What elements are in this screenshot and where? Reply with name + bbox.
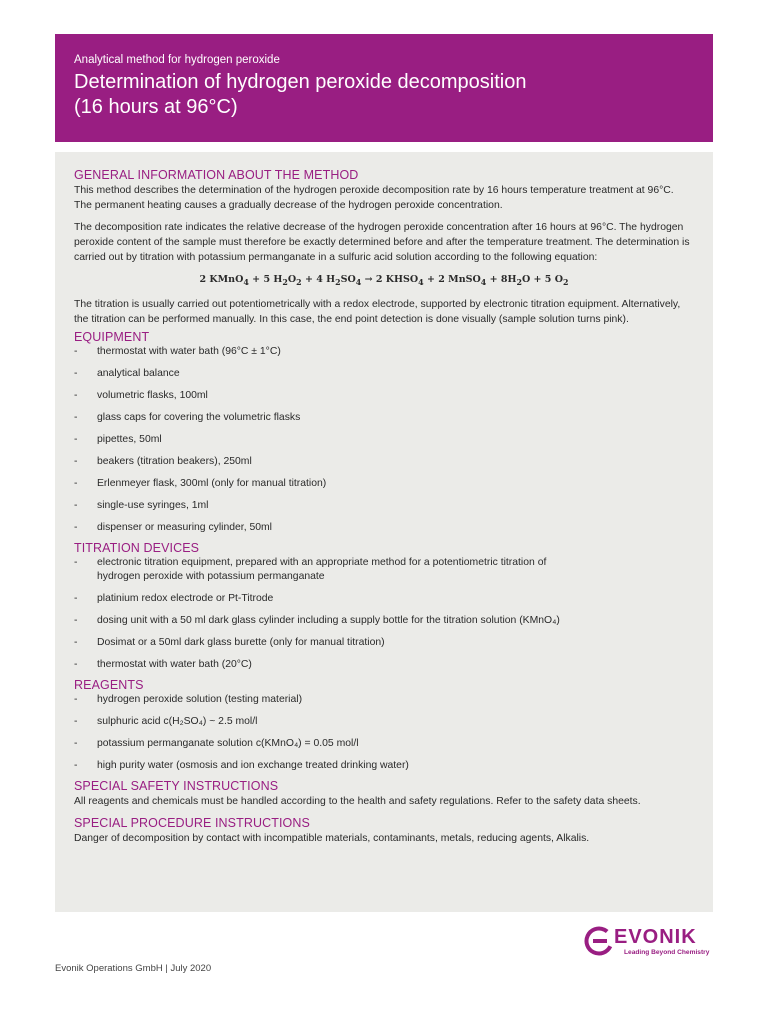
eq-part: → 2 KHSO <box>361 274 419 285</box>
title-line-2: (16 hours at 96°C) <box>74 96 238 118</box>
list-item-text: volumetric flasks, 100ml <box>97 389 208 401</box>
bullet-dash: - <box>74 737 78 749</box>
eq-part: O + 5 O <box>521 274 563 285</box>
titration-list <box>74 556 694 672</box>
list-item-text: hydrogen peroxide with potassium permanganate <box>97 570 325 582</box>
bullet-dash: - <box>74 345 78 357</box>
footer-text: Evonik Operations GmbH | July 2020 <box>55 963 212 974</box>
eq-sub: 2 <box>296 277 302 287</box>
list-item-text: glass caps for covering the volumetric flasks <box>97 411 301 423</box>
list-item-text: electronic titration equipment, prepared with an appropriate method for a potentiometric titration of <box>97 556 547 568</box>
eq-part: SO <box>340 274 356 285</box>
eq-sub: 4 <box>355 277 362 287</box>
list-item <box>74 389 694 403</box>
list-item <box>74 658 694 672</box>
bullet-dash: - <box>74 658 78 670</box>
list-item <box>74 345 694 359</box>
equipment-list <box>74 345 694 535</box>
list-item-text: potassium permanganate solution c(KMnO₄) = 0.05 mol/l <box>97 737 359 749</box>
list-item-text: pipettes, 50ml <box>97 433 162 445</box>
bullet-dash: - <box>74 556 78 568</box>
eq-part: + 8H <box>486 274 517 285</box>
list-item-text: platinium redox electrode or Pt-Titrode <box>97 592 274 604</box>
bullet-dash: - <box>74 433 78 445</box>
reagents-list <box>74 693 694 773</box>
general-heading: GENERAL INFORMATION ABOUT THE METHOD <box>74 168 359 182</box>
bullet-dash: - <box>74 477 78 489</box>
list-item-text: thermostat with water bath (96°C ± 1°C) <box>97 345 281 357</box>
list-item <box>74 521 694 535</box>
content-panel <box>55 152 713 912</box>
bullet-dash: - <box>74 693 78 705</box>
list-item <box>74 556 694 584</box>
list-item-text: high purity water (osmosis and ion exchange treated drinking water) <box>97 759 409 771</box>
logo-wordmark: EVONIK <box>614 926 697 948</box>
list-item <box>74 411 694 425</box>
eq-part: 2 KMnO <box>199 274 244 285</box>
list-item-text: Dosimat or a 50ml dark glass burette (only for manual titration) <box>97 636 385 648</box>
bullet-dash: - <box>74 715 78 727</box>
list-item <box>74 499 694 513</box>
bullet-dash: - <box>74 521 78 533</box>
eq-sub: 2 <box>335 277 341 287</box>
list-item-text: dispenser or measuring cylinder, 50ml <box>97 521 272 533</box>
safety-text: All reagents and chemicals must be handled according to the health and safety regulations. Refer to the safety data sheets. <box>74 795 641 807</box>
list-item <box>74 477 694 491</box>
list-item <box>74 759 694 773</box>
eq-part: O <box>287 274 297 285</box>
list-item-text: single-use syringes, 1ml <box>97 499 209 511</box>
list-item-text: beakers (titration beakers), 250ml <box>97 455 252 467</box>
titration-equation <box>74 273 694 290</box>
bullet-dash: - <box>74 592 78 604</box>
list-item <box>74 367 694 381</box>
bullet-dash: - <box>74 499 78 511</box>
list-item <box>74 455 694 469</box>
eq-sub: 2 <box>282 277 288 287</box>
eq-part: + 2 MnSO <box>423 274 481 285</box>
eq-sub: 4 <box>243 277 249 287</box>
bullet-dash: - <box>74 411 78 423</box>
procedure-heading: SPECIAL PROCEDURE INSTRUCTIONS <box>74 815 310 830</box>
bullet-dash: - <box>74 759 78 771</box>
eq-sub: 2 <box>563 277 569 287</box>
list-item-text: thermostat with water bath (20°C) <box>97 658 252 670</box>
list-item <box>74 433 694 447</box>
list-item <box>74 636 694 650</box>
bullet-dash: - <box>74 389 78 401</box>
evonik-logo <box>584 925 716 961</box>
list-item-text: hydrogen peroxide solution (testing material) <box>97 693 303 705</box>
title-line-1: Determination of hydrogen peroxide decomposition <box>74 71 527 93</box>
bullet-dash: - <box>74 367 78 379</box>
eq-part: + 4 H <box>301 274 336 285</box>
document-subtitle: Analytical method for hydrogen peroxide <box>74 54 280 66</box>
evonik-logo-icon <box>584 926 614 956</box>
document-title <box>74 70 695 120</box>
logo-tagline: Leading Beyond Chemistry <box>624 949 710 956</box>
eq-sub: 4 <box>418 277 424 287</box>
list-item <box>74 614 694 628</box>
list-item <box>74 715 694 729</box>
reagents-heading: REAGENTS <box>74 677 144 692</box>
list-item <box>74 737 694 751</box>
general-paragraph-1: This method describes the determination of the hydrogen peroxide decomposition rate by 16 hours temperature treatment at 96°C. The permanent heating causes a gradually decrease of the hydrogen peroxide concentration. <box>74 185 674 211</box>
bullet-dash: - <box>74 455 78 467</box>
list-item-text: dosing unit with a 50 ml dark glass cylinder including a supply bottle for the titration solution (KMnO₄) <box>97 614 560 626</box>
eq-sub: 2 <box>516 277 522 287</box>
list-item <box>74 592 694 606</box>
list-item <box>74 693 694 707</box>
eq-sub: 4 <box>480 277 487 287</box>
list-item-text: analytical balance <box>97 367 180 379</box>
procedure-text: Danger of decomposition by contact with incompatible materials, contaminants, metals, reducing agents, Alkalis. <box>74 832 590 844</box>
safety-heading: SPECIAL SAFETY INSTRUCTIONS <box>74 778 279 793</box>
bullet-dash: - <box>74 636 78 648</box>
equipment-heading: EQUIPMENT <box>74 329 150 344</box>
eq-part: + 5 H <box>248 274 283 285</box>
list-item-text: Erlenmeyer flask, 300ml (only for manual titration) <box>97 477 327 489</box>
general-paragraph-2: The decomposition rate indicates the relative decrease of the hydrogen peroxide concentration after 16 hours at 96°C. The hydrogen peroxide content of the sample must therefore be exactly determined before and after the temperature treatment. The determination is carried out by titration with potassium permanganate in a sulfuric acid solution according to the following equation: <box>74 222 690 263</box>
list-item-text: sulphuric acid c(H₂SO₄) ~ 2.5 mol/l <box>97 715 258 727</box>
titration-heading: TITRATION DEVICES <box>74 540 200 555</box>
bullet-dash: - <box>74 614 78 626</box>
header-banner <box>55 34 713 142</box>
general-paragraph-3: The titration is usually carried out potentiometrically with a redox electrode, supported by electronic titration equipment. Alternatively, the titration can be performed manually. In this case, the end point detection is done visually (sample solution turns pink). <box>74 298 681 325</box>
